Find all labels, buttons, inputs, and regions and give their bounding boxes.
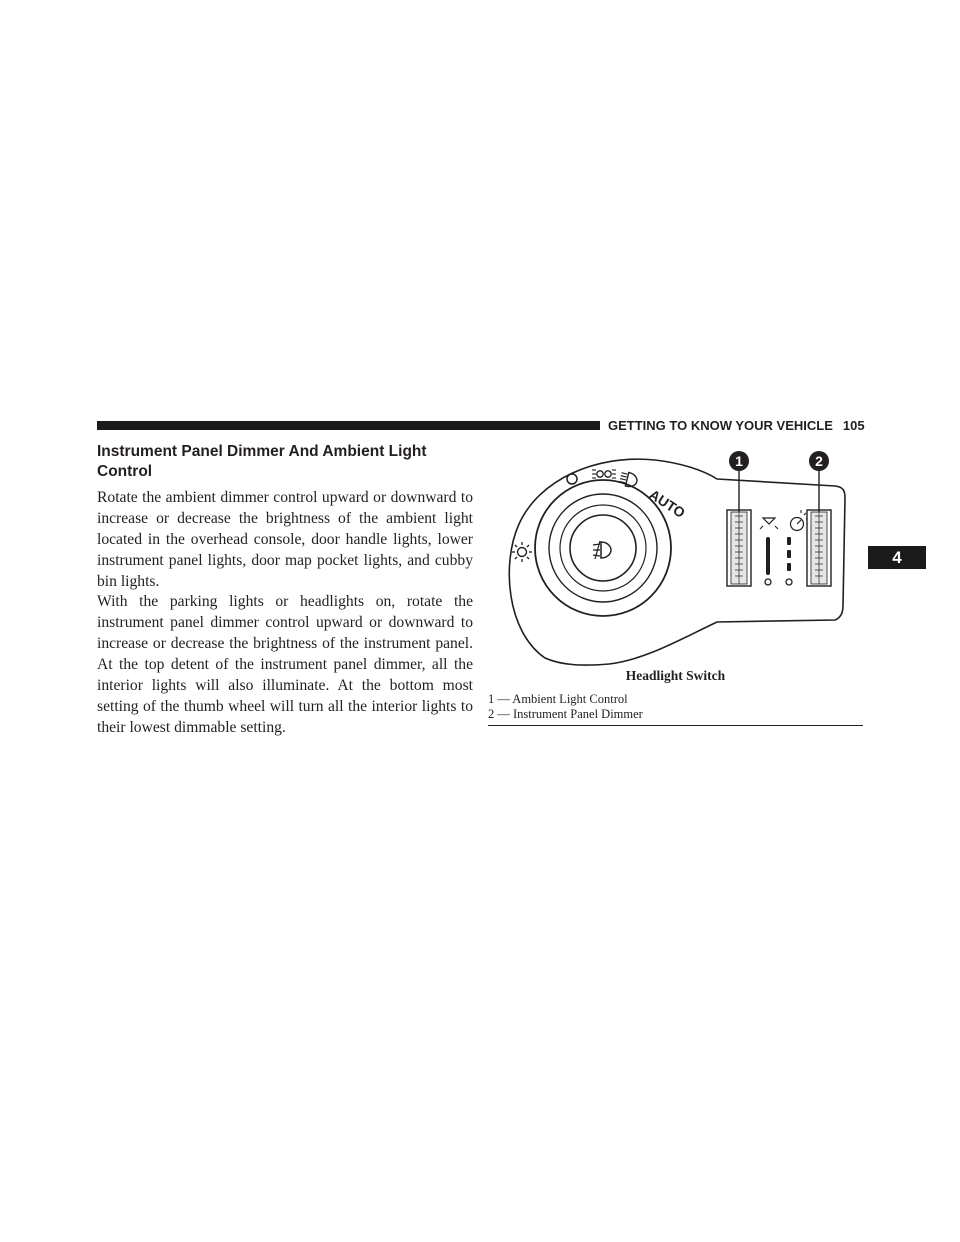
- legend-divider: [488, 725, 863, 726]
- running-head: [608, 418, 864, 434]
- figure-legend: [488, 692, 863, 722]
- dimmer-level-segment-mid: [787, 550, 791, 558]
- section-title: Instrument Panel Dimmer And Ambient Light Control: [97, 443, 427, 480]
- headlight-switch-illustration: [505, 446, 850, 666]
- ambient-level-bar: [766, 537, 770, 575]
- auto-position-label: AUTO: [646, 486, 689, 521]
- chapter-tab[interactable]: 4: [868, 546, 926, 569]
- legend-item-1: 1 — Ambient Light Control: [488, 692, 628, 706]
- running-head-title: GETTING TO KNOW YOUR VEHICLE: [608, 418, 833, 433]
- callout-1-number: 1: [735, 453, 743, 469]
- page-number: 105: [842, 418, 865, 433]
- ambient-light-thumbwheel[interactable]: [727, 510, 751, 586]
- body-paragraph-1: Rotate the ambient dimmer control upward or downward to increase or decrease the brightness of the ambient light located in the overhead console, door handle lights, lower instrument panel lights, door map pocket lights, and cubby bin lights.: [97, 489, 473, 590]
- switch-housing-outline: [509, 459, 845, 665]
- figure-caption: Headlight Switch: [625, 668, 726, 683]
- instrument-panel-dimmer-thumbwheel[interactable]: [807, 510, 831, 586]
- legend-item-2: 2 — Instrument Panel Dimmer: [488, 707, 643, 721]
- dimmer-level-segment-low: [787, 563, 791, 571]
- callout-2-number: 2: [815, 453, 823, 469]
- body-paragraph-2: With the parking lights or headlights on, rotate the instrument panel dimmer control upward or downward to increase or decrease the brightness of the instrument panel. At the top detent of the instrument panel dimmer, all the interior lights will also illuminate. At the bottom most setting of the thumb wheel will turn all the interior lights to their lowest dimmable setting.: [97, 593, 473, 736]
- header-rule-bar: [97, 421, 600, 430]
- dimmer-level-segment-top: [787, 537, 791, 545]
